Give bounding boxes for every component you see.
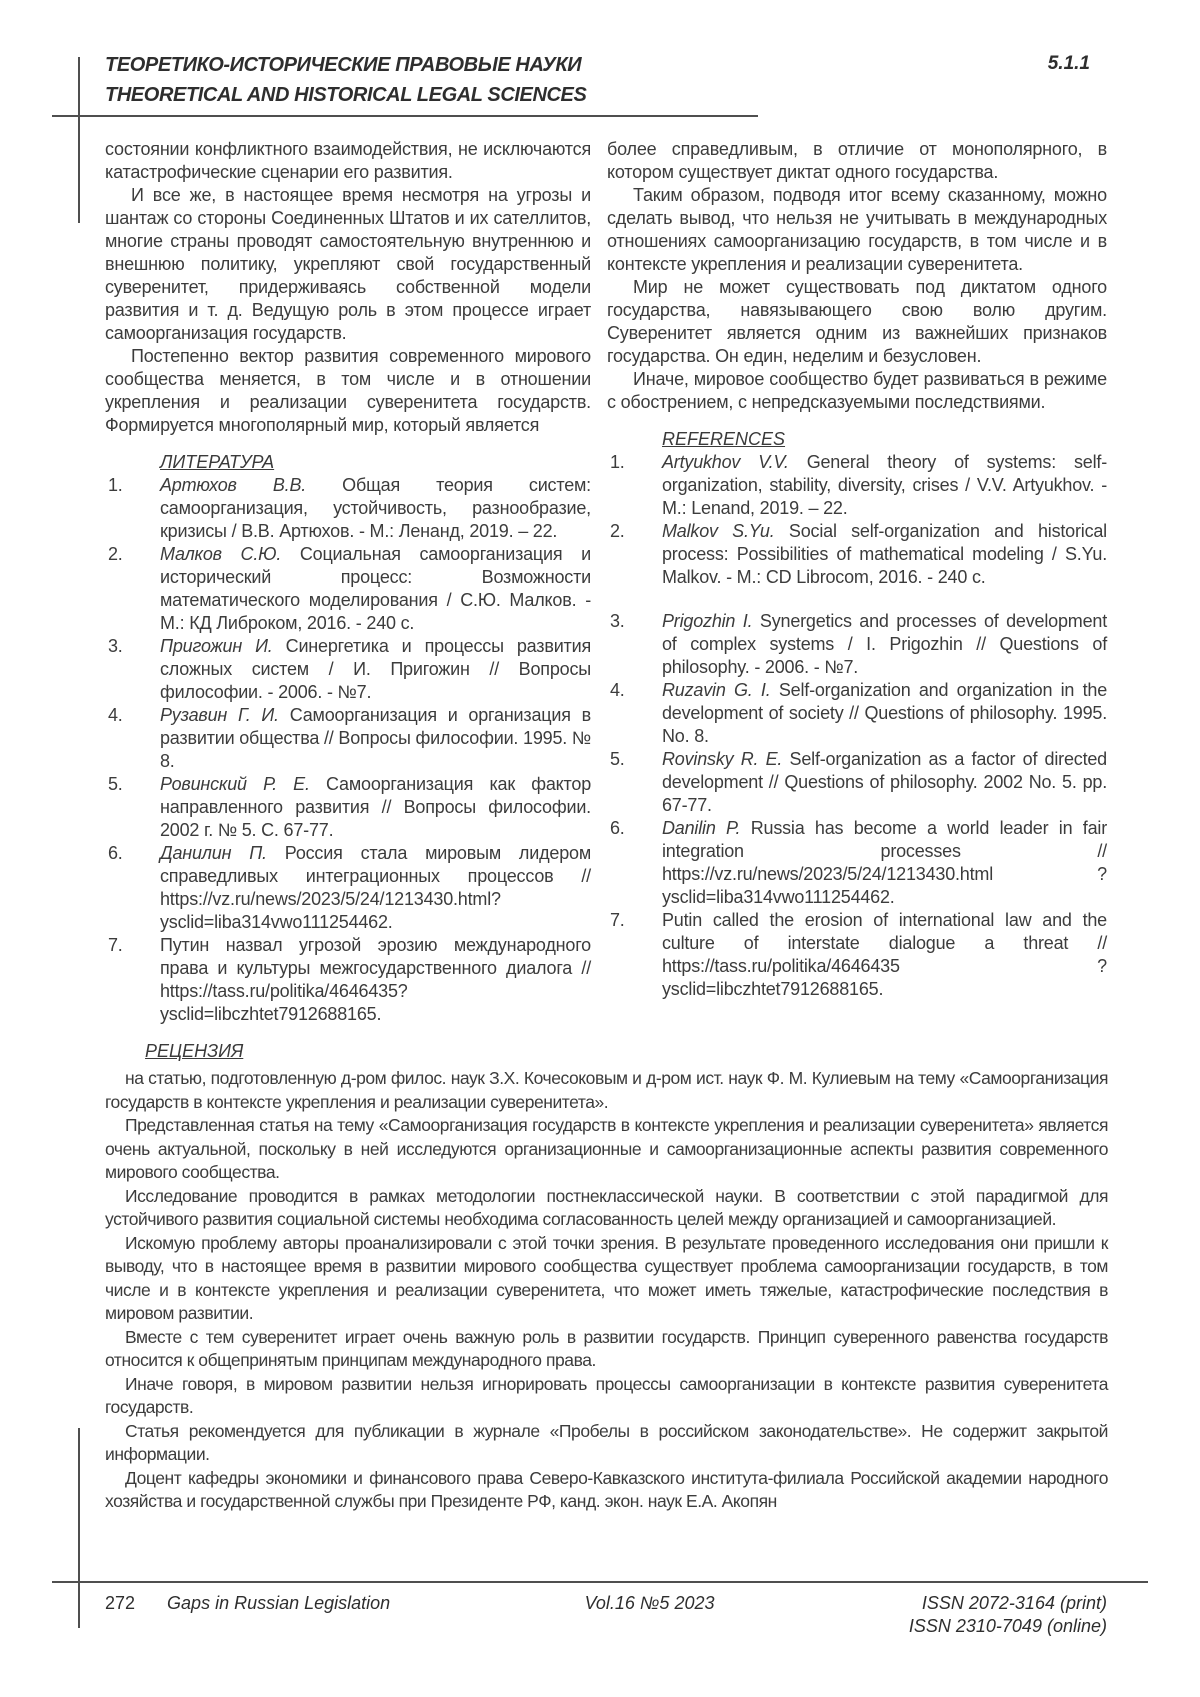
body-paragraph: И все же, в настоящее время несмотря на угрозы и шантаж со стороны Соединенных Штатов и их сателлитов, многие страны проводят самостоятельную внутреннюю и внешнюю политику, укрепляют свой государственный суверенитет, придерживаясь собственной модели развития и т. д. Ведущую роль в этом процессе играет самоорганизация государств.: [105, 185, 591, 343]
reference-entry: [105, 704, 591, 773]
reference-author: Malkov S.Yu.: [662, 521, 775, 541]
page-number: 272: [105, 1593, 136, 1613]
margin-line-bottom: [78, 1428, 80, 1628]
reference-text: Social self-organization and historical process: Possibilities of mathematical modeling / S.Yu. Malkov. - M.: CD Librocom, 2016. - 240 c.: [662, 521, 1107, 587]
body-paragraph: Мир не может существовать под диктатом одного государства, навязывающего свою волю другим. Суверенитет является одним из важнейших признаков государства. Он един, неделим и безусловен.: [607, 277, 1107, 366]
references-heading: REFERENCES: [662, 429, 786, 449]
reference-entry: [105, 635, 591, 704]
review-paragraph: Искомую проблему авторы проанализировали с этой точки зрения. В результате проведенного исследования они пришли к выводу, что в настоящее время в развитии мирового сообщества существует проблема самоорганизации государств, в том числе и в контексте укрепления и реализации суверенитета, что может иметь тяжелые, катастрофические последствия в мировом развитии.: [105, 1232, 1108, 1323]
reference-author: Ruzavin G. I.: [662, 680, 771, 700]
reference-text: Синергетика и процессы развития сложных систем / И. Пригожин // Вопросы философии. - 2006. - №7.: [160, 636, 591, 702]
reference-entry: [105, 543, 591, 635]
footer-rule: [52, 1581, 1148, 1583]
body-paragraph: более справедливым, в отличие от монополярного, в котором существует диктат одного государства.: [607, 139, 1107, 182]
reference-entry: [607, 748, 1107, 817]
reference-number: 2.: [108, 544, 123, 564]
reference-text: Россия стала мировым лидером справедливых интеграционных процессов // https://vz.ru/news/2023/5/24/1213430.html?ysclid=liba314vwo111254462.: [160, 843, 592, 932]
reference-author: Danilin P.: [662, 818, 741, 838]
issn-block: [909, 1592, 1107, 1638]
reference-entry: [607, 909, 1107, 1001]
reference-author: Артюхов В.В.: [160, 475, 307, 495]
reference-text: Путин назвал угрозой эрозию международного права и культуры межгосударственного диалога // https://tass.ru/politika/4646435?ysclid=libczhtet7912688165.: [160, 935, 591, 1024]
reference-author: Artyukhov V.V.: [662, 452, 789, 472]
reference-number: 1.: [610, 452, 625, 472]
reference-entry: [607, 817, 1107, 909]
reference-author: Малков С.Ю.: [160, 544, 282, 564]
reference-number: 6.: [610, 818, 625, 838]
reference-text: Self-organization and organization in the development of society // Questions of philosophy. 1995. No. 8.: [662, 680, 1107, 746]
reference-entry: [105, 474, 591, 543]
two-column-body: [105, 138, 1107, 1026]
reference-entry: [607, 451, 1107, 520]
reference-number: 5.: [610, 749, 625, 769]
reference-author: Данилин П.: [160, 843, 267, 863]
reference-number: 2.: [610, 521, 625, 541]
reference-text: Социальная самоорганизация и исторический процесс: Возможности математического моделирования / С.Ю. Малков. - М.: КД Либроком, 2016. - 240 с.: [160, 544, 591, 633]
body-paragraph: Постепенно вектор развития современного мирового сообщества меняется, в том числе и в отношении укрепления и реализации суверенитета государств. Формируется многополярный мир, который является: [105, 346, 591, 435]
reference-entry: [607, 610, 1107, 679]
reference-text: Общая теория систем: самоорганизация, устойчивость, разнообразие, кризисы / В.В. Артюхов. - М.: Ленанд, 2019. – 22.: [160, 475, 591, 541]
reference-text: Самоорганизация и организация в развитии общества // Вопросы философии. 1995. № 8.: [160, 705, 591, 771]
reference-author: Пригожин И.: [160, 636, 273, 656]
reference-text: Self-organization as a factor of directed development // Questions of philosophy. 2002 No. 5. pp. 67-77.: [662, 749, 1107, 815]
reference-entry: [607, 679, 1107, 748]
reference-text: General theory of systems: self-organization, stability, diversity, crises / V.V. Artyukhov. - M.: Lenand, 2019. – 22.: [662, 452, 1107, 518]
page-header: [105, 50, 586, 110]
review-paragraph: Вместе с тем суверенитет играет очень важную роль в развитии государств. Принцип суверенного равенства государств относится к общепринятым принципам международного права.: [105, 1326, 1108, 1370]
margin-line-top: [78, 57, 80, 223]
reference-number: 6.: [108, 843, 123, 863]
review-paragraph: Представленная статья на тему «Самоорганизация государств в контексте укрепления и реализации суверенитета» является очень актуальной, поскольку в ней исследуются организационные и самоорганизационные аспекты развития современного мирового сообщества.: [105, 1115, 1108, 1182]
reference-text: Synergetics and processes of development of complex systems / I. Prigozhin // Questions of philosophy. - 2006. - №7.: [662, 611, 1107, 677]
review-paragraph: Доцент кафедры экономики и финансового права Северо-Кавказского института-филиала Российской академии народного хозяйства и государственной службы при Президенте РФ, канд. экон. наук Е.А. Акопян: [105, 1467, 1108, 1511]
body-paragraph: состоянии конфликтного взаимодействия, не исключаются катастрофические сценарии его развития.: [105, 139, 591, 182]
footer-left-group: [105, 1592, 390, 1615]
reference-number: 7.: [108, 935, 123, 955]
reference-entry: [607, 520, 1107, 589]
reference-number: 3.: [610, 611, 625, 631]
reference-text: Russia has become a world leader in fair integration processes // https://vz.ru/news/2023/5/24/1213430.html ?ysclid=liba314vwo111254462.: [662, 818, 1107, 907]
review-paragraph: Иначе говоря, в мировом развитии нельзя игнорировать процессы самоорганизации в контексте развития суверенитета государств.: [105, 1373, 1108, 1417]
reference-entry: [105, 842, 591, 934]
reference-number: 5.: [108, 774, 123, 794]
review-heading: РЕЦЕНЗИЯ: [145, 1041, 244, 1061]
review-paragraph: Исследование проводится в рамках методологии постнеклассической науки. В соответствии с этой парадигмой для устойчивого развития социальной системы необходима согласованность целей между организацией и самоорганизацией.: [105, 1185, 1108, 1229]
header-rule: [52, 115, 758, 117]
header-title-en: THEORETICAL AND HISTORICAL LEGAL SCIENCES: [105, 84, 587, 106]
review-paragraph: Статья рекомендуется для публикации в журнале «Пробелы в российском законодательстве». Не содержит закрытой информации.: [105, 1420, 1108, 1464]
header-title-ru: ТЕОРЕТИКО-ИСТОРИЧЕСКИЕ ПРАВОВЫЕ НАУКИ: [105, 54, 582, 76]
reference-number: 7.: [610, 910, 625, 930]
issn-online: ISSN 2310-7049 (online): [908, 1616, 1107, 1636]
reference-text: Putin called the erosion of international law and the culture of interstate dialogue a threat // https://tass.ru/politika/4646435 ?ysclid=libczhtet7912688165.: [662, 910, 1107, 999]
reference-number: 4.: [610, 680, 625, 700]
right-column: [607, 138, 1107, 1026]
body-paragraph: Иначе, мировое сообщество будет развиваться в режиме с обострением, с непредсказуемыми последствиями.: [607, 369, 1107, 412]
reference-author: Ровинский Р. Е.: [160, 774, 310, 794]
reference-text: Самоорганизация как фактор направленного развития // Вопросы философии. 2002 г. № 5. С. 67-77.: [160, 774, 592, 840]
references-list: [607, 451, 1107, 1001]
reference-entry: [105, 773, 591, 842]
literature-heading: ЛИТЕРАТУРА: [160, 452, 275, 472]
journal-title: Gaps in Russian Legislation: [167, 1593, 391, 1613]
reference-number: 3.: [108, 636, 123, 656]
volume-info: Vol.16 №5 2023: [584, 1593, 715, 1613]
reference-number: 4.: [108, 705, 123, 725]
reference-number: 1.: [108, 475, 123, 495]
body-paragraph: Таким образом, подводя итог всему сказанному, можно сделать вывод, что нельзя не учитывать в международных отношениях самоорганизацию государств, в том числе и в контексте укрепления и реализации суверенитета.: [607, 185, 1107, 274]
section-code: 5.1.1: [1047, 53, 1090, 74]
issn-print: ISSN 2072-3164 (print): [921, 1593, 1107, 1613]
review-paragraph: на статью, подготовленную д-ром филос. наук З.Х. Кочесоковым и д-ром ист. наук Ф. М. Кулиевым на тему «Самоорганизация государств в контексте укрепления и реализации суверенитета».: [105, 1068, 1108, 1112]
literature-list: [105, 474, 591, 1026]
page-footer: [105, 1592, 1107, 1638]
review-section: [105, 1040, 1108, 1514]
left-column: [105, 138, 591, 1026]
reference-author: Prigozhin I.: [662, 611, 753, 631]
reference-entry: [105, 934, 591, 1026]
reference-author: Rovinsky R. E.: [662, 749, 783, 769]
reference-author: Рузавин Г. И.: [160, 705, 279, 725]
